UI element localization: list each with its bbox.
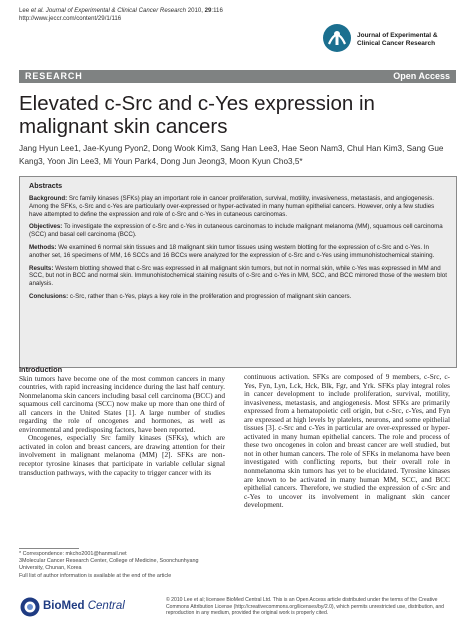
copyright-notice: © 2010 Lee et al; licensee BioMed Central Ltd. This is an Open Access article distributed under the terms of the Creative Commons Attribution License (http://creativecommons.org/licenses/by/2.0), which permits unrestricted use, distribution, and reproduction in any medium, provided the original work is properly cited. bbox=[166, 597, 445, 617]
publisher-name: BioMed Central bbox=[43, 600, 125, 612]
journal-name-line-2: Clinical Cancer Research bbox=[357, 40, 436, 47]
citation-line-1: Lee et al. Journal of Experimental & Clinical Cancer Research 2010, 29:116 bbox=[19, 7, 223, 14]
abstract-background: Background: Src family kinases (SFKs) play an important role in cancer proliferation, survival, motility, invasiveness, metastasis, and angiogenesis. Among the SFKs, c-Src and c-Yes are particularly over-expressed or hyper-activated in many human epithelial cancers. However, only a few studies have attempted to define the expression and role of c-Src and c-Yes in cutaneous carcinomas. bbox=[29, 195, 435, 218]
body-column-left bbox=[19, 366, 225, 477]
journal-logo-icon bbox=[322, 22, 352, 54]
citation-url[interactable]: http://www.jeccr.com/content/29/1/116 bbox=[19, 15, 122, 22]
body-column-right bbox=[244, 373, 450, 510]
abstract-box bbox=[19, 176, 457, 368]
article-title: Elevated c-Src and c-Yes expression in malignant skin cancers bbox=[19, 92, 375, 138]
body-paragraph: Oncogenes, especially Src family kinases (SFKs), which are activated in colon and breast cancers, are drawing attention for their involvement in malignant melanoma (MM) [2]. SFKs are non-receptor tyrosine kinases that participate in variable cellular signal transduction pathways, with the capacity to trigger cancer with its bbox=[19, 433, 225, 477]
introduction-heading: Introduction bbox=[19, 365, 63, 374]
author-info-note: Full list of author information is available at the end of the article bbox=[19, 572, 172, 579]
article-type-label: RESEARCH bbox=[25, 71, 83, 81]
footnote-divider bbox=[19, 548, 79, 549]
abstract-objectives: Objectives: To investigate the expression of c-Src and c-Yes in cutaneous carcinomas to include malignant melanoma (MM), squamous cell carcinoma (SCC) and basal cell carcinoma (BCC). bbox=[29, 223, 443, 239]
article-type-band bbox=[19, 70, 456, 83]
citation-header bbox=[19, 7, 223, 23]
abstract-conclusions: Conclusions: c-Src, rather than c-Yes, plays a key role in the proliferation and progression of malignant skin cancers. bbox=[29, 292, 352, 300]
author-list: Jang Hyun Lee1, Jae-Kyung Pyon2, Dong Wook Kim3, Sang Han Lee3, Hae Seon Nam3, Chul Han Kim3, Sang Gue Kang3, Yoon Jin Lee3, Mi Youn Park4, Dong Jun Jeong3, Moon Kyun Cho3,5* bbox=[19, 144, 444, 166]
abstract-methods: Methods: We examined 6 normal skin tissues and 18 malignant skin tumor tissues using western blotting for the expression of c-Src and c-Yes. In another set, 16 specimens of MM, 16 SCCs and 16 BCCs were analyzed for the expression of c-Src and c-Yes using immunohistochemical staining. bbox=[29, 243, 435, 259]
body-paragraph: continuous activation. SFKs are composed of 9 members, c-Src, c-Yes, Fyn, Lyn, Lck, Hck, Blk, Fgr, and Yrk. SFKs play integral roles in cancer development to include proliferation, survival, motility, invasiveness, metastasis, and angiogenesis. Most SFKs are primarily expressed from a hematopoietic cell origin, but c-Src, c-Yes, and Fyn are expressed at high levels by platelets, neurons, and some epithelial tissues [3]. c-Src and c-Yes in particular are over-expressed or hyper-activated in many human epithelial cancers. The role and process of these two oncogenes in colon and breast cancer are well studied, but not in other human cancers. The role of SFKs in melanoma have been investigated with conflicting reports, but their overall role in nonmelanoma skin tumors has yet to be elucidated. Tyrosine kinases are known to be activated in many human MM, SCC, and BCC epithelial cancers. Therefore, we studied the expression of c-Src and c-Yes to uncover its involvement in malignant skin cancer development. bbox=[244, 372, 450, 510]
affiliation-line: 3Molecular Cancer Research Center, College of Medicine, Soonchunhyang bbox=[19, 558, 199, 565]
journal-name bbox=[357, 32, 469, 48]
correspondence-line[interactable]: * Correspondence: mkcho2001@hanmail.net bbox=[19, 551, 127, 557]
journal-name-line-1: Journal of Experimental & bbox=[357, 32, 438, 39]
open-access-label: Open Access bbox=[393, 71, 450, 81]
abstract-results: Results: Western blotting showed that c-Src was expressed in all malignant skin tumors, but not in normal skin, while c-Yes was expressed in MM and SCC, but not in BCC and normal skin. Immunohistochemical staining results of c-Src and c-Yes in MM, SCC, and BCC mirrored those of the western blot analysis. bbox=[29, 264, 447, 288]
body-paragraph: Skin tumors have become one of the most common cancers in many countries, with rapid increasing incidence during the last half century. Nonmelanoma skin cancers including basal cell carcinoma (BCC) and squamous cell carcinoma (SCC) now make up more than one third of all cancers in the United States [1]. A large number of studies regarding the role of oncogenes and hormones, as well as environmental and predisposing factors, have been reported. bbox=[19, 373, 225, 434]
affiliation-line: University, Chunan, Korea bbox=[19, 565, 82, 572]
footnotes bbox=[19, 551, 234, 580]
abstract-heading: Abstracts bbox=[29, 181, 63, 190]
